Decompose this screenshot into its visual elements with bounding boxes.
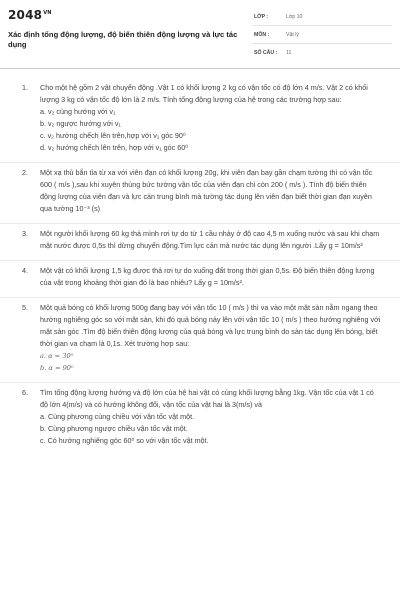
meta-count	[252, 44, 392, 61]
meta-subject	[252, 26, 392, 44]
question-number: 2.	[22, 168, 28, 177]
question-option: c. Có hướng nghiêng góc 60⁰ so với vận tốc vật một.	[40, 436, 209, 445]
question-2	[0, 163, 400, 224]
question-number: 4.	[22, 266, 28, 275]
question-list	[0, 78, 400, 455]
question-number: 3.	[22, 229, 28, 238]
question-option: b. v₂ ngược hướng với v₁	[40, 119, 121, 128]
question-number: 6.	[22, 388, 28, 397]
question-text: Một người khối lượng 60 kg thả mình rơi tự do từ 1 cầu nhảy ở độ cao 4,5 m xuống nước và sau khi chạm mặt nước được 0,5s thì dừng chuyển động.Tìm lực cản mà nước tác dụng lên người .Lấy g = 10m/s²	[40, 229, 380, 250]
question-1	[0, 78, 400, 163]
question-text: Một xạ thủ bắn tỉa từ xa với viên đạn có khối lượng 20g, khi viên đạn bay gần chạm tường thì có vận tốc 600 ( m/s ),sau khi xuyên thủng bức tường vận tốc của viên đạn chỉ còn 200 ( m/s ). Tính độ biến thiên động lượng của viên đạn và lực cản trung bình mà tường tác dụng lên viên đạn biết thời gian đạn xuyên qua tường 10⁻³ (s)	[40, 168, 373, 213]
meta-grade-value: Lớp 10	[286, 14, 303, 20]
meta-grade-label: LỚP :	[254, 14, 269, 20]
question-option: a. α = 30⁰	[40, 352, 74, 360]
question-text: Cho một hệ gồm 2 vật chuyển động .Vật 1 có khối lượng 2 kg có vận tốc có độ lớn 4 m/s. Vật 2 có khối lượng 3 kg có vận tốc độ lớn là 2 m/s. Tính tổng động lượng của hệ trong các trường hợp sau:	[40, 83, 368, 104]
logo-suffix: VN	[43, 10, 52, 16]
header-divider	[0, 68, 400, 69]
question-5	[0, 298, 400, 383]
question-option: d. v₂ hướng chếch lên trên, hợp với v₁ góc 60⁰	[40, 143, 189, 152]
meta-grade	[252, 8, 392, 26]
worksheet-title: Xác định tổng động lượng, độ biến thiên động lượng và lực tác dụng	[8, 30, 238, 49]
question-number: 5.	[22, 303, 28, 312]
question-text: Tìm tổng động lượng hướng và độ lớn của hệ hai vật có cùng khối lượng bằng 1kg. Vận tốc của vật 1 có độ lớn 4(m/s) và có hướng không đổi, vận tốc của vật hai là 3(m/s) và	[40, 388, 374, 409]
question-3	[0, 224, 400, 261]
question-option: a. v₂ cùng hướng với v₁	[40, 107, 116, 116]
question-option: c. v₂ hướng chếch lên trên,hợp với v₁ góc 90⁰	[40, 131, 186, 140]
meta-subject-value: Vật lý	[286, 32, 299, 38]
worksheet-meta	[252, 8, 392, 61]
question-text: Một vật có khối lượng 1,5 kg được thả rơi tự do xuống đất trong thời gian 0,5s. Độ biến thiên động lượng của vật trong khoảng thời gian đó là bao nhiêu? Lấy g = 10m/s².	[40, 266, 375, 287]
question-option: a. Cùng phương cùng chiều với vận tốc vật một.	[40, 412, 195, 421]
question-4	[0, 261, 400, 298]
worksheet-header	[0, 0, 400, 66]
meta-count-label: SỐ CÂU :	[254, 50, 278, 56]
logo-text: 2048	[8, 8, 43, 22]
question-number: 1.	[22, 83, 28, 92]
meta-count-value: 11	[286, 50, 292, 56]
question-text: Một quả bóng có khối lượng 500g đang bay với vận tốc 10 ( m/s ) thì va vào một mặt sàn nằm ngang theo hướng nghiêng góc so với mặt sàn, khi đó quả bóng nảy lên với vận tốc 10 ( m/s ) theo hướng nghiêng với mặt sàn góc .Tìm độ biến thiên động lượng của quả bóng và lực trung bình do sàn tác dụng lên bóng, biết thời gian va chạm là 0,1s. Xét trường hợp sau:	[40, 303, 381, 348]
question-option: b. α = 90⁰	[40, 364, 74, 372]
question-option: b. Cùng phương ngược chiều vận tốc vật một.	[40, 424, 188, 433]
site-logo[interactable]	[8, 8, 52, 22]
question-6	[0, 383, 400, 455]
meta-subject-label: MÔN :	[254, 32, 270, 38]
